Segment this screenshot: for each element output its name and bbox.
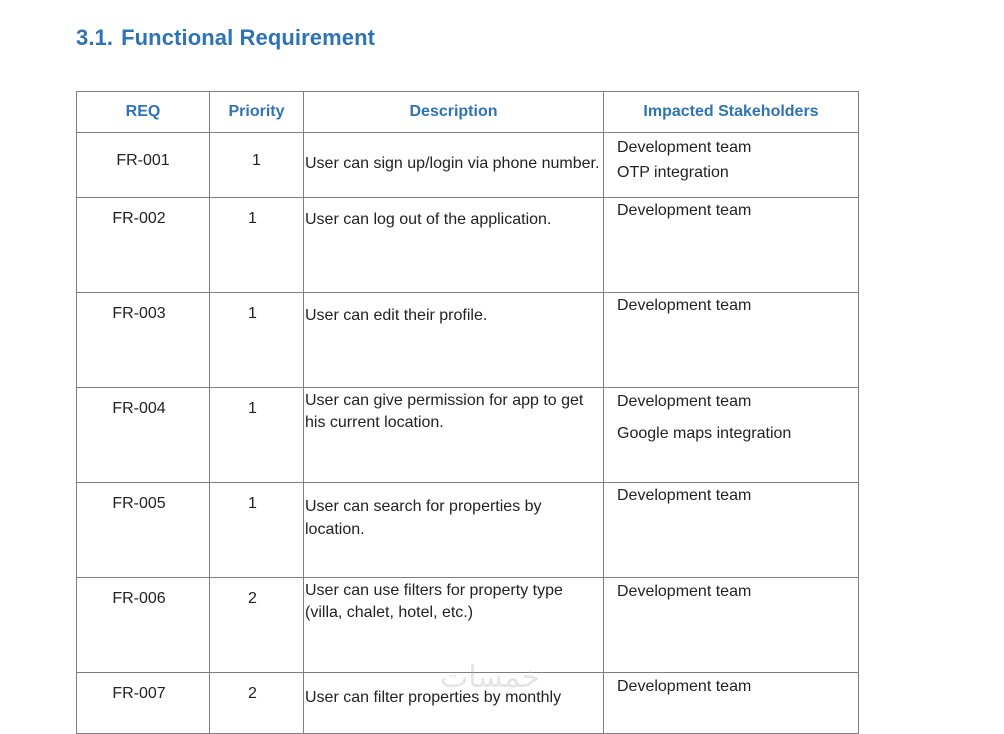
table-row bbox=[77, 388, 859, 483]
table-row bbox=[77, 293, 859, 388]
stakeholder: Development team bbox=[617, 583, 752, 600]
description-cell bbox=[304, 388, 604, 483]
table-row bbox=[77, 578, 859, 673]
description-cell bbox=[304, 133, 604, 198]
req-id: FR-003 bbox=[112, 305, 166, 322]
req-id: FR-006 bbox=[112, 590, 166, 607]
priority: 2 bbox=[248, 590, 257, 607]
description: User can filter properties by monthly bbox=[305, 689, 562, 706]
description: User can use filters for property type (villa, chalet, hotel, etc.) bbox=[305, 582, 563, 621]
requirements-table bbox=[76, 91, 859, 734]
description: User can search for properties by location. bbox=[305, 498, 542, 538]
req-id: FR-007 bbox=[112, 685, 166, 702]
stakeholder: OTP integration bbox=[617, 164, 729, 181]
priority-cell bbox=[210, 578, 304, 673]
priority-cell bbox=[210, 483, 304, 578]
stakeholder: Development team bbox=[617, 297, 752, 314]
req-id: FR-005 bbox=[112, 495, 166, 512]
table-header-row bbox=[77, 92, 859, 133]
table-row bbox=[77, 198, 859, 293]
req-id: FR-001 bbox=[116, 152, 170, 169]
priority-cell bbox=[210, 388, 304, 483]
req-id-cell bbox=[77, 578, 210, 673]
description-cell bbox=[304, 673, 604, 734]
description-cell bbox=[304, 483, 604, 578]
stakeholder: Google maps integration bbox=[617, 425, 792, 442]
stakeholder: Development team bbox=[617, 139, 752, 156]
stakeholders-cell bbox=[604, 133, 859, 198]
stakeholder: Development team bbox=[617, 393, 752, 410]
description: User can edit their profile. bbox=[305, 307, 488, 324]
priority-cell bbox=[210, 293, 304, 388]
header-req: REQ bbox=[77, 92, 210, 133]
description-cell bbox=[304, 198, 604, 293]
priority-cell bbox=[210, 133, 304, 198]
stakeholders-cell bbox=[604, 673, 859, 734]
watermark-logo: خمسات bbox=[440, 660, 541, 695]
stakeholders-cell bbox=[604, 388, 859, 483]
description-cell bbox=[304, 578, 604, 673]
priority: 1 bbox=[248, 305, 257, 322]
stakeholder: Development team bbox=[617, 487, 752, 504]
priority-cell bbox=[210, 198, 304, 293]
req-id-cell bbox=[77, 673, 210, 734]
priority: 2 bbox=[248, 685, 257, 702]
stakeholder: Development team bbox=[617, 678, 752, 695]
header-stakeholders: Impacted Stakeholders bbox=[604, 92, 859, 133]
stakeholders-cell bbox=[604, 483, 859, 578]
section-heading bbox=[76, 25, 375, 51]
priority-cell bbox=[210, 673, 304, 734]
table-row bbox=[77, 133, 859, 198]
description: User can give permission for app to get his current location. bbox=[305, 392, 584, 431]
section-title: Functional Requirement bbox=[121, 25, 376, 50]
description: User can sign up/login via phone number. bbox=[305, 155, 600, 172]
req-id-cell bbox=[77, 133, 210, 198]
stakeholders-cell bbox=[604, 293, 859, 388]
req-id: FR-004 bbox=[112, 400, 166, 417]
priority: 1 bbox=[248, 210, 257, 227]
stakeholders-cell bbox=[604, 198, 859, 293]
table-row bbox=[77, 483, 859, 578]
req-id-cell bbox=[77, 293, 210, 388]
priority: 1 bbox=[252, 152, 261, 169]
header-priority: Priority bbox=[210, 92, 304, 133]
req-id-cell bbox=[77, 483, 210, 578]
priority: 1 bbox=[248, 495, 257, 512]
req-id: FR-002 bbox=[112, 210, 166, 227]
stakeholder: Development team bbox=[617, 202, 752, 219]
section-number: 3.1. bbox=[76, 25, 114, 50]
description-cell bbox=[304, 293, 604, 388]
req-id-cell bbox=[77, 388, 210, 483]
priority: 1 bbox=[248, 400, 257, 417]
req-id-cell bbox=[77, 198, 210, 293]
stakeholders-cell bbox=[604, 578, 859, 673]
header-description: Description bbox=[304, 92, 604, 133]
description: User can log out of the application. bbox=[305, 211, 552, 228]
table-row bbox=[77, 673, 859, 734]
